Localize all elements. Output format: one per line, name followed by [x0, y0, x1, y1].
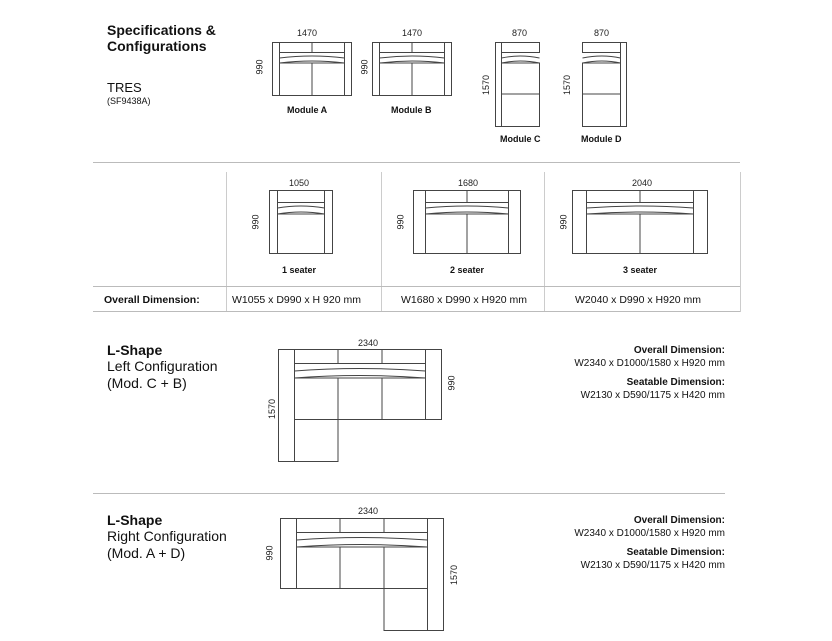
lshape-right-depth-right: 1570	[449, 564, 460, 586]
module-c-width: 870	[512, 28, 528, 38]
seater-2-label: 2 seater	[450, 265, 485, 275]
lshape-left-modules: (Mod. C + B)	[107, 375, 187, 391]
seatable-dimension-value: W2130 x D590/1175 x H420 mm	[580, 390, 725, 401]
module-b-depth: 990	[359, 59, 370, 75]
seater-3-depth: 990	[558, 214, 569, 230]
seater-1-drawing	[269, 190, 333, 254]
overall-dimension-label: Overall Dimension:	[104, 294, 200, 306]
page-title-line2: Configurations	[107, 38, 207, 54]
overall-dimension-value: W2340 x D1000/1580 x H920 mm	[574, 528, 725, 539]
lshape-right-depth-left: 990	[264, 545, 275, 561]
overall-dimension-label: Overall Dimension:	[633, 515, 725, 526]
lshape-right-overall	[574, 514, 725, 540]
lshape-left-drawing	[278, 349, 442, 463]
seater-3-drawing	[572, 190, 708, 254]
module-c-label: Module C	[500, 134, 541, 144]
module-d-label: Module D	[581, 134, 622, 144]
lshape-left-width: 2340	[358, 338, 379, 348]
module-c-depth: 1570	[481, 74, 492, 96]
product-name: TRES	[107, 80, 142, 95]
seater-3-label: 3 seater	[623, 265, 658, 275]
divider-2	[93, 286, 740, 287]
seater-2-depth: 990	[395, 214, 406, 230]
seater-2-drawing	[413, 190, 521, 254]
seatable-dimension-value: W2130 x D590/1175 x H420 mm	[580, 560, 725, 571]
module-c-drawing	[495, 42, 545, 127]
seater-2-width: 1680	[458, 178, 479, 188]
seater-2-overall: W1680 x D990 x H920 mm	[401, 294, 528, 306]
lshape-right-drawing	[280, 518, 444, 632]
seater-col-divider	[226, 172, 227, 312]
module-d-drawing	[577, 42, 627, 127]
divider-3	[93, 311, 740, 312]
seater-1-overall: W1055 x D990 x H 920 mm	[232, 294, 361, 306]
lshape-left-overall	[574, 344, 725, 370]
seater-3-overall: W2040 x D990 x H920 mm	[575, 294, 702, 306]
module-b-width: 1470	[402, 28, 423, 38]
lshape-right-seatable	[581, 546, 725, 572]
module-a-label: Module A	[287, 105, 328, 115]
seater-col-divider	[740, 172, 741, 312]
module-a-width: 1470	[297, 28, 318, 38]
lshape-right-title: L-Shape	[107, 512, 163, 528]
seater-col-divider	[544, 172, 545, 312]
module-b-label: Module B	[391, 105, 432, 115]
lshape-right-width: 2340	[358, 506, 379, 516]
seater-3-width: 2040	[632, 178, 653, 188]
lshape-left-depth-right: 990	[446, 375, 457, 391]
module-d-depth: 1570	[562, 74, 573, 96]
seater-1-label: 1 seater	[282, 265, 317, 275]
divider-1	[93, 162, 740, 163]
lshape-right-modules: (Mod. A + D)	[107, 545, 186, 561]
overall-dimension-value: W2340 x D1000/1580 x H920 mm	[574, 358, 725, 369]
lshape-left-config: Left Configuration	[107, 358, 218, 374]
module-b-drawing	[372, 42, 452, 97]
seater-col-divider	[381, 172, 382, 312]
seater-1-width: 1050	[289, 178, 310, 188]
divider-4	[93, 493, 725, 494]
overall-dimension-label: Overall Dimension:	[633, 345, 725, 356]
seatable-dimension-label: Seatable Dimension:	[626, 547, 725, 558]
lshape-left-depth-left: 1570	[267, 398, 278, 420]
seatable-dimension-label: Seatable Dimension:	[626, 377, 725, 388]
module-a-drawing	[272, 42, 352, 97]
product-code: (SF9438A)	[107, 96, 151, 106]
page-title-line1: Specifications &	[107, 22, 216, 38]
lshape-left-title: L-Shape	[107, 342, 163, 358]
lshape-right-config: Right Configuration	[107, 528, 227, 544]
seater-1-depth: 990	[250, 214, 261, 230]
module-d-width: 870	[594, 28, 610, 38]
module-a-depth: 990	[254, 59, 265, 75]
lshape-left-seatable	[581, 376, 725, 402]
